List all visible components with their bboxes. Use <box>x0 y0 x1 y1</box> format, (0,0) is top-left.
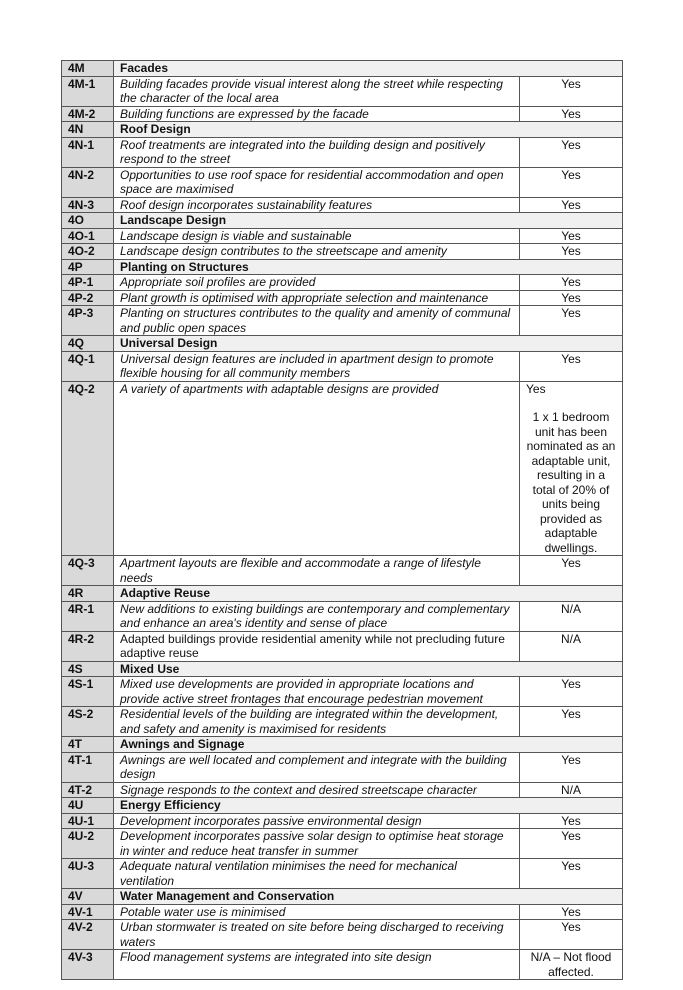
section-code: 4P <box>62 259 114 275</box>
section-title: Mixed Use <box>114 661 623 677</box>
section-code: 4V <box>62 889 114 905</box>
item-code: 4M-2 <box>62 106 114 122</box>
result-cell: Yes <box>520 106 623 122</box>
result-cell: N/A <box>520 601 623 631</box>
section-code: 4O <box>62 213 114 229</box>
item-code: 4O-2 <box>62 244 114 260</box>
section-title: Adaptive Reuse <box>114 586 623 602</box>
result-cell: N/A <box>520 782 623 798</box>
table-row <box>62 106 623 122</box>
table-row <box>62 601 623 631</box>
result-cell: Yes <box>520 829 623 859</box>
result-cell: Yes <box>520 813 623 829</box>
item-code: 4P-3 <box>62 306 114 336</box>
item-code: 4S-1 <box>62 677 114 707</box>
section-code: 4U <box>62 798 114 814</box>
item-description: Plant growth is optimised with appropriate selection and maintenance <box>114 290 520 306</box>
item-description: Urban stormwater is treated on site before being discharged to receiving waters <box>114 920 520 950</box>
section-header-row <box>62 586 623 602</box>
table-row <box>62 306 623 336</box>
item-description: Potable water use is minimised <box>114 904 520 920</box>
section-title: Landscape Design <box>114 213 623 229</box>
section-header-row <box>62 798 623 814</box>
section-title: Energy Efficiency <box>114 798 623 814</box>
table-row <box>62 556 623 586</box>
result-cell: Yes <box>520 351 623 381</box>
item-description: A variety of apartments with adaptable designs are provided <box>114 381 520 556</box>
table-row <box>62 752 623 782</box>
section-code: 4M <box>62 61 114 77</box>
table-row <box>62 290 623 306</box>
table-row <box>62 351 623 381</box>
item-description: Opportunities to use roof space for residential accommodation and open space are maximised <box>114 167 520 197</box>
result-cell: N/A <box>520 631 623 661</box>
item-code: 4V-1 <box>62 904 114 920</box>
table-row <box>62 275 623 291</box>
item-description: Adequate natural ventilation minimises the need for mechanical ventilation <box>114 859 520 889</box>
item-code: 4N-2 <box>62 167 114 197</box>
document-page <box>61 60 622 980</box>
section-title: Universal Design <box>114 336 623 352</box>
result-cell: Yes <box>520 275 623 291</box>
item-code: 4V-3 <box>62 950 114 980</box>
table-row <box>62 197 623 213</box>
item-code: 4P-2 <box>62 290 114 306</box>
item-code: 4N-1 <box>62 137 114 167</box>
result-note: 1 x 1 bedroom unit has been nominated as an adaptable unit, resulting in a total of 20% of units being provided as adaptable dwellings. <box>526 410 616 555</box>
section-title: Water Management and Conservation <box>114 889 623 905</box>
result-cell: N/A – Not flood affected. <box>520 950 623 980</box>
item-code: 4M-1 <box>62 76 114 106</box>
item-code: 4R-1 <box>62 601 114 631</box>
item-code: 4Q-3 <box>62 556 114 586</box>
compliance-table <box>61 60 623 980</box>
result-cell: Yes <box>520 859 623 889</box>
item-description: New additions to existing buildings are contemporary and complementary and enhance an area's identity and sense of place <box>114 601 520 631</box>
section-code: 4T <box>62 737 114 753</box>
table-row <box>62 137 623 167</box>
table-body <box>62 61 623 980</box>
section-code: 4Q <box>62 336 114 352</box>
item-description: Landscape design contributes to the streetscape and amenity <box>114 244 520 260</box>
section-header-row <box>62 259 623 275</box>
item-description: Adapted buildings provide residential amenity while not precluding future adaptive reuse <box>114 631 520 661</box>
section-header-row <box>62 61 623 77</box>
item-description: Appropriate soil profiles are provided <box>114 275 520 291</box>
result-cell: Yes <box>520 556 623 586</box>
item-code: 4P-1 <box>62 275 114 291</box>
section-header-row <box>62 122 623 138</box>
item-code: 4Q-2 <box>62 381 114 556</box>
item-code: 4T-2 <box>62 782 114 798</box>
item-description: Universal design features are included in apartment design to promote flexible housing for all community members <box>114 351 520 381</box>
item-code: 4N-3 <box>62 197 114 213</box>
item-description: Residential levels of the building are integrated within the development, and safety and amenity is maximised for residents <box>114 707 520 737</box>
item-description: Landscape design is viable and sustainable <box>114 228 520 244</box>
section-header-row <box>62 661 623 677</box>
result-cell: Yes <box>520 904 623 920</box>
item-code: 4T-1 <box>62 752 114 782</box>
section-title: Planting on Structures <box>114 259 623 275</box>
table-row <box>62 244 623 260</box>
item-code: 4U-1 <box>62 813 114 829</box>
result-cell: Yes <box>520 707 623 737</box>
table-row <box>62 228 623 244</box>
item-description: Mixed use developments are provided in appropriate locations and provide active street frontages that encourage pedestrian movement <box>114 677 520 707</box>
section-header-row <box>62 336 623 352</box>
result-cell: Yes <box>520 167 623 197</box>
section-code: 4N <box>62 122 114 138</box>
item-description: Flood management systems are integrated into site design <box>114 950 520 980</box>
result-cell: Yes <box>520 677 623 707</box>
section-header-row <box>62 889 623 905</box>
item-description: Development incorporates passive solar design to optimise heat storage in winter and reduce heat transfer in summer <box>114 829 520 859</box>
table-row <box>62 904 623 920</box>
result-cell: Yes <box>520 290 623 306</box>
item-code: 4U-3 <box>62 859 114 889</box>
result-cell: Yes <box>520 752 623 782</box>
item-description: Roof design incorporates sustainability features <box>114 197 520 213</box>
item-description: Apartment layouts are flexible and accommodate a range of lifestyle needs <box>114 556 520 586</box>
item-description: Development incorporates passive environmental design <box>114 813 520 829</box>
section-header-row <box>62 737 623 753</box>
table-row <box>62 859 623 889</box>
section-code: 4R <box>62 586 114 602</box>
result-cell <box>520 381 623 556</box>
table-row <box>62 920 623 950</box>
result-value: Yes <box>526 381 546 396</box>
result-cell: Yes <box>520 244 623 260</box>
table-row <box>62 782 623 798</box>
result-cell: Yes <box>520 306 623 336</box>
table-row <box>62 677 623 707</box>
table-row <box>62 950 623 980</box>
item-code: 4Q-1 <box>62 351 114 381</box>
section-title: Awnings and Signage <box>114 737 623 753</box>
item-code: 4V-2 <box>62 920 114 950</box>
table-row <box>62 76 623 106</box>
item-code: 4U-2 <box>62 829 114 859</box>
section-title: Roof Design <box>114 122 623 138</box>
table-row <box>62 631 623 661</box>
result-cell: Yes <box>520 197 623 213</box>
table-row <box>62 167 623 197</box>
item-description: Roof treatments are integrated into the building design and positively respond to the street <box>114 137 520 167</box>
item-description: Building facades provide visual interest along the street while respecting the character of the local area <box>114 76 520 106</box>
item-code: 4O-1 <box>62 228 114 244</box>
section-title: Facades <box>114 61 623 77</box>
item-description: Signage responds to the context and desired streetscape character <box>114 782 520 798</box>
section-code: 4S <box>62 661 114 677</box>
result-cell: Yes <box>520 137 623 167</box>
item-description: Building functions are expressed by the facade <box>114 106 520 122</box>
item-description: Planting on structures contributes to the quality and amenity of communal and public open spaces <box>114 306 520 336</box>
result-cell: Yes <box>520 228 623 244</box>
item-code: 4R-2 <box>62 631 114 661</box>
section-header-row <box>62 213 623 229</box>
result-cell: Yes <box>520 920 623 950</box>
item-code: 4S-2 <box>62 707 114 737</box>
table-row <box>62 381 623 556</box>
table-row <box>62 707 623 737</box>
table-row <box>62 829 623 859</box>
result-cell: Yes <box>520 76 623 106</box>
table-row <box>62 813 623 829</box>
item-description: Awnings are well located and complement and integrate with the building design <box>114 752 520 782</box>
